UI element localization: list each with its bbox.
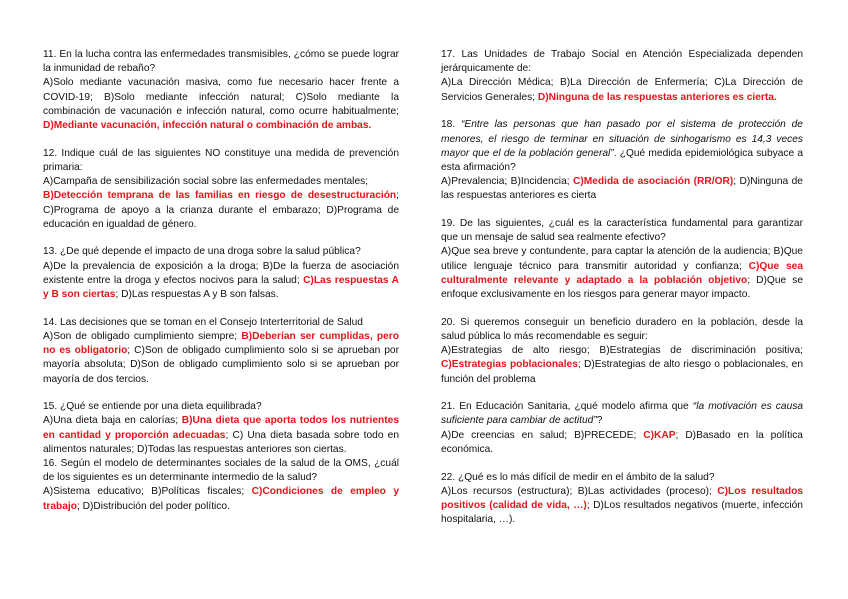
question-14 <box>43 316 399 387</box>
option-b: B)Que utilice lenguaje técnico para transmitir autoridad y confianza; <box>441 246 803 272</box>
separator: ; <box>127 345 131 357</box>
question-stem: 19. De las siguientes, ¿cuál es la característica fundamental para garantizar que un mensaje de salud sea realmente efectivo? <box>441 218 803 244</box>
option-c-correct: C)KAP <box>643 429 676 441</box>
option-d: D)Distribución del poder político. <box>82 500 230 512</box>
question-22 <box>441 471 803 528</box>
option-a: A)Que sea breve y contundente, para captar la atención de la audiencia; <box>441 246 771 258</box>
question-stem: . ¿Qué medida epidemiológica subyace a esta afirmación? <box>441 147 804 173</box>
option-d-correct: D)Mediante vacunación, infección natural o combinación de ambas. <box>43 120 372 132</box>
question-13 <box>43 245 399 302</box>
question-number: 18. <box>441 119 456 131</box>
option-a: A)Solo mediante vacunación masiva, como fue necesario hacer frente a COVID-19; <box>43 77 399 103</box>
option-b: B)La Dirección de Enfermería; <box>559 77 708 89</box>
question-stem: 20. Si queremos conseguir un beneficio duradero en la población, desde la salud pública lo más recomendable es seguir: <box>441 316 803 342</box>
separator: ; <box>396 190 399 202</box>
option-c: C)Solo mediante la combinación de vacunación e infección natural, como ocurre habitualmente; <box>43 91 399 117</box>
question-17 <box>441 48 803 105</box>
option-b: B)Incidencia; <box>510 176 570 188</box>
question-19 <box>441 217 803 302</box>
option-c-correct: C)Estrategias poblacionales <box>441 359 578 371</box>
question-stem: 15. ¿Qué se entiende por una dieta equilibrada? <box>43 401 262 413</box>
separator: ; <box>115 289 119 301</box>
question-stem: 17. Las Unidades de Trabajo Social en Atención Especializada dependen jerárquicamente de: <box>441 49 803 75</box>
question-11 <box>43 48 399 133</box>
question-15 <box>43 400 399 457</box>
question-stem: 12. Indique cuál de las siguientes NO constituye una medida de prevención primaria: <box>43 147 399 173</box>
option-d: D)Ninguna de las respuestas anteriores es cierta <box>441 176 803 202</box>
option-c-correct: C)Medida de asociación (RR/OR) <box>573 176 734 188</box>
option-b: B)Políticas fiscales; <box>151 486 245 498</box>
option-d: D)Todas las respuestas anteriores son ciertas. <box>137 443 347 455</box>
separator: ; <box>675 429 679 441</box>
question-stem: 16. Según el modelo de determinantes sociales de la salud de la OMS, ¿cuál de los siguientes es un determinante intermedio de la salud? <box>43 458 399 484</box>
separator: ; <box>76 500 80 512</box>
question-quote: “Entre las personas que han pasado por el sistema de protección de menores, el riesgo de terminar en situación de sinhogarismo es 14,3 veces mayor que el de la población general” <box>441 119 803 159</box>
option-a: A)Son de obligado cumplimiento siempre; <box>43 330 238 342</box>
option-d: D)Son de obligado cumplimiento solo si se aprueban por mayoría de dos tercios. <box>43 359 399 385</box>
option-c: C)La Dirección de Servicios Generales; <box>441 77 803 103</box>
option-b: B)Las actividades (proceso); <box>577 485 712 497</box>
question-stem: 13. ¿De qué depende el impacto de una droga sobre la salud pública? <box>43 246 361 258</box>
separator: ; <box>747 274 751 286</box>
option-a: A)Estrategias de alto riesgo; <box>441 345 590 357</box>
option-b-correct: B)Deberían ser cumplidas, pero no es obligatorio <box>43 330 399 357</box>
separator: ; <box>225 429 229 441</box>
option-a: A)Campaña de sensibilización social sobre las enfermedades mentales; <box>43 176 369 188</box>
option-d: D)Los resultados negativos (muerte, infección hospitalaria, …). <box>441 499 803 526</box>
question-stem: 14. Las decisiones que se toman en el Consejo Interterritorial de Salud <box>43 316 363 328</box>
option-c-correct: C)Las respuestas A y B son ciertas <box>43 274 399 301</box>
option-b: B)Estrategias de discriminación positiva; <box>599 345 803 357</box>
question-stem: 21. En Educación Sanitaria, ¿qué modelo afirma que <box>441 401 693 413</box>
option-a: A)Los recursos (estructura); <box>441 485 573 497</box>
question-21 <box>441 400 803 457</box>
question-12 <box>43 147 399 232</box>
option-b: B)De la fuerza de asociación existente entre la droga y efectos nocivos para la salud; <box>43 260 399 286</box>
option-b-correct: B)Una dieta que aporta todos los nutrientes en cantidad y proporción adecuadas <box>43 415 399 441</box>
option-d-correct: D)Ninguna de las respuestas anteriores es cierta. <box>537 91 777 103</box>
left-column <box>43 48 399 527</box>
option-d: D)Estrategias de alto riesgo o poblacionales, en función del problema <box>441 359 803 385</box>
option-a: A)De creencias en salud; <box>441 429 568 441</box>
option-b-correct: B)Detección temprana de las familias en riesgo de desestructuración <box>43 190 397 202</box>
question-stem: 22. ¿Qué es lo más difícil de medir en el ámbito de la salud? <box>441 471 715 483</box>
option-c: C) Una dieta basada sobre todo en alimentos naturales; <box>43 429 399 455</box>
option-c: C)Son de obligado cumplimiento solo si se aprueban por mayoría absoluta; <box>43 345 399 371</box>
option-d: D)Que se enfoque exclusivamente en los riesgos para generar mayor impacto. <box>441 274 803 301</box>
question-stem: 11. En la lucha contra las enfermedades transmisibles, ¿cómo se puede lograr la inmunidad de rebaño? <box>43 49 399 75</box>
option-a: A)La Dirección Médica; <box>441 77 554 89</box>
right-column <box>441 48 803 541</box>
option-d: D)Basado en la política económica. <box>441 429 803 455</box>
option-c-correct: C)Condiciones de empleo y trabajo <box>43 486 399 512</box>
question-18 <box>441 118 803 203</box>
option-d: D)Programa de educación en igualdad de género. <box>43 204 399 230</box>
option-d: D)Las respuestas A y B son falsas. <box>121 289 279 301</box>
option-c-correct: C)Que sea culturalmente relevante y adaptado a la población objetivo <box>441 260 803 286</box>
option-a: A)Prevalencia; <box>441 176 508 188</box>
option-a: A)Sistema educativo; <box>43 486 144 498</box>
separator: ; <box>733 176 737 188</box>
separator: ; <box>586 499 590 511</box>
question-quote: “la motivación es causa suficiente para cambiar de actitud” <box>441 401 803 427</box>
option-a: A)Una dieta baja en calorías; <box>43 415 179 427</box>
question-16 <box>43 457 399 514</box>
option-a: A)De la prevalencia de exposición a la droga; <box>43 260 259 272</box>
option-b: B)PRECEDE; <box>574 429 637 441</box>
separator: ; <box>577 359 581 371</box>
option-b: B)Solo mediante infección natural; <box>104 91 285 103</box>
question-20 <box>441 316 803 387</box>
option-c: C)Programa de apoyo a la crianza durante el embarazo; <box>43 204 321 216</box>
option-c-correct: C)Los resultados positivos (calidad de vida, …) <box>441 485 803 511</box>
question-stem-end: ? <box>596 415 603 427</box>
